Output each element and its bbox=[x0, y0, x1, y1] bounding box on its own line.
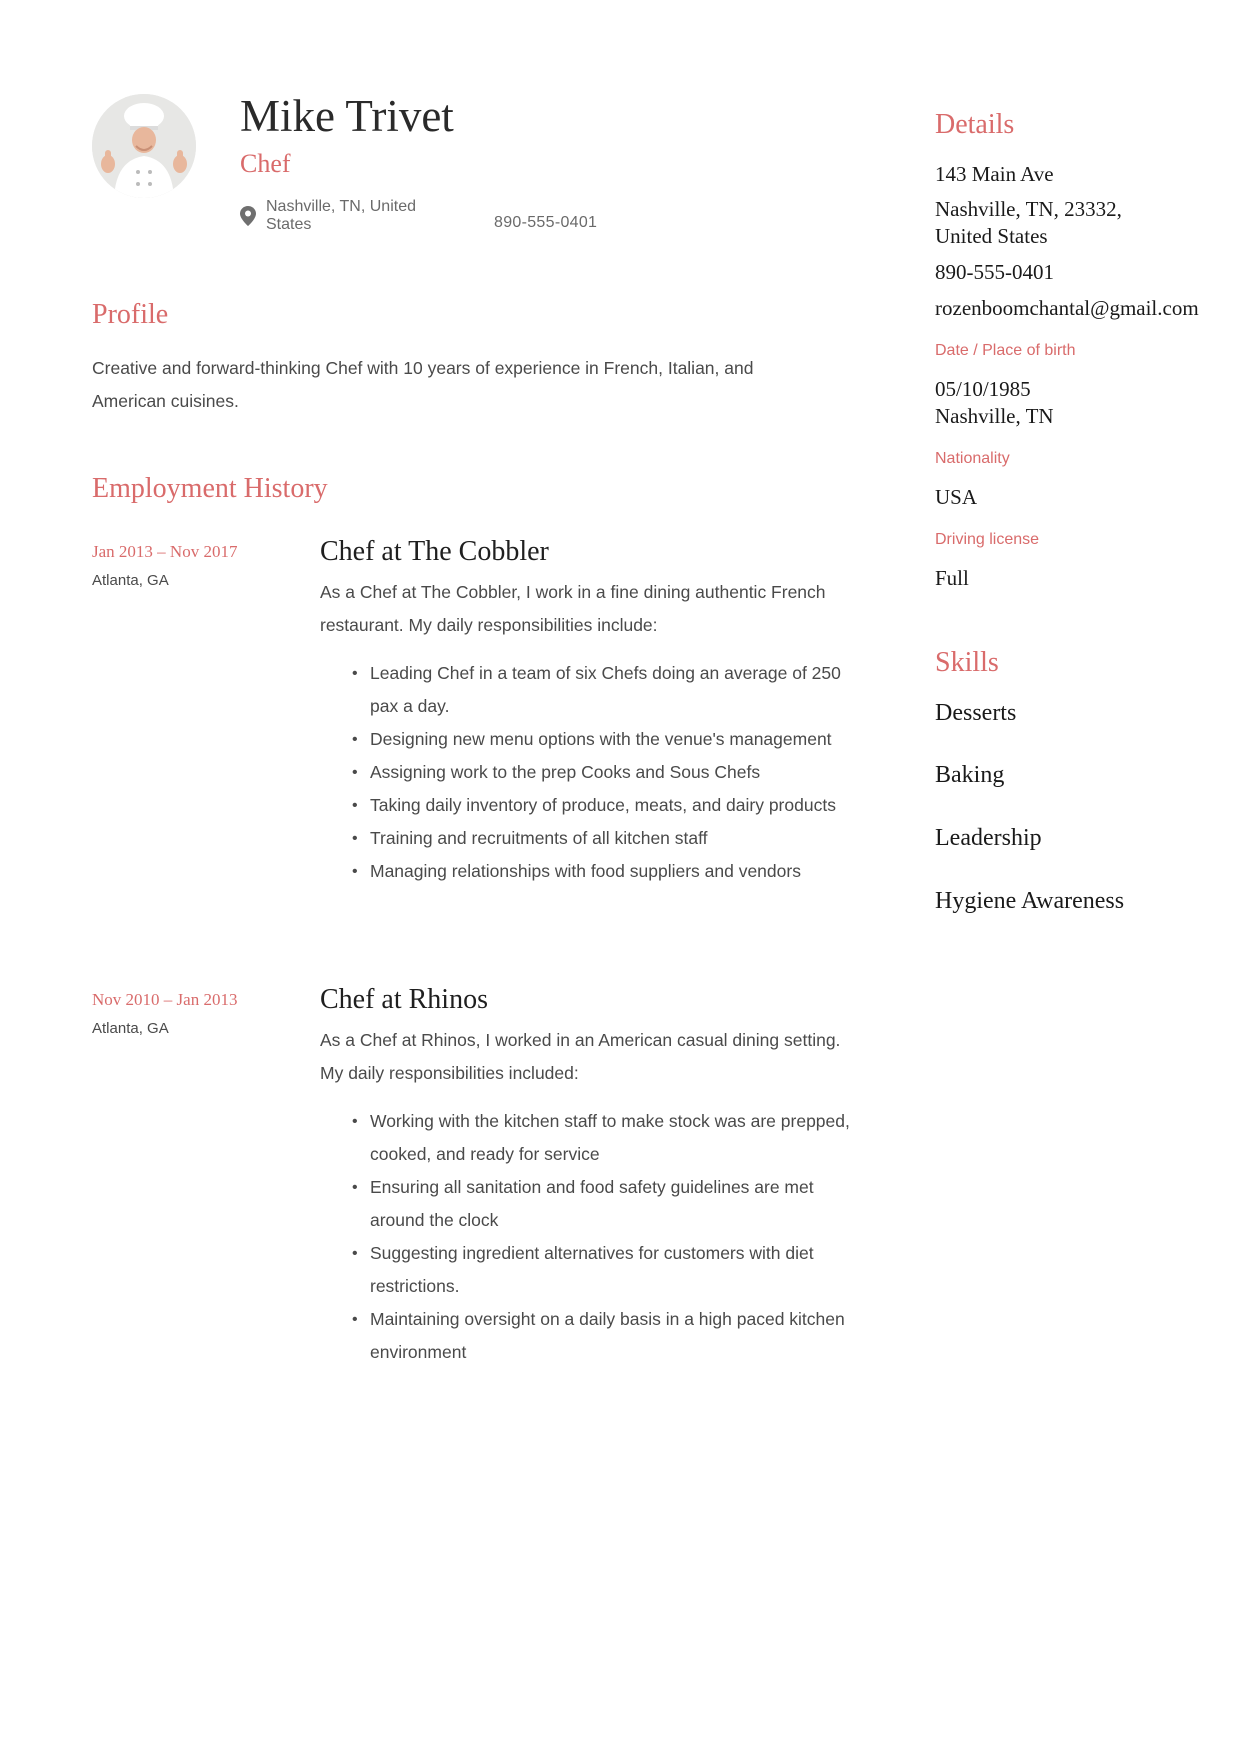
license-value: Full bbox=[935, 565, 969, 590]
address-line-3: United States bbox=[935, 223, 1048, 248]
birth-label: Date / Place of birth bbox=[935, 341, 1076, 359]
job-dates: Nov 2010 – Jan 2013 bbox=[92, 990, 238, 1009]
details-phone: 890-555-0401 bbox=[935, 259, 1054, 284]
list-item: • Managing relationships with food suppliers and vendors bbox=[352, 861, 801, 882]
list-item: • Taking daily inventory of produce, meats, and dairy products bbox=[352, 795, 836, 816]
details-email[interactable]: rozenboomchantal@gmail.com bbox=[935, 295, 1199, 320]
list-item: • Training and recruitments of all kitchen staff bbox=[352, 828, 708, 849]
address-line-2: Nashville, TN, 23332, bbox=[935, 196, 1122, 221]
profile-text: Creative and forward-thinking Chef with 10 years of experience in French, Italian, and American cuisines. bbox=[92, 358, 754, 411]
candidate-name: Mike Trivet bbox=[240, 91, 454, 141]
employment-heading: Employment History bbox=[92, 473, 328, 504]
license-label: Driving license bbox=[935, 530, 1040, 548]
list-item: • Maintaining oversight on a daily basis in a high paced kitchen environment bbox=[352, 1309, 845, 1363]
job-location: Atlanta, GA bbox=[92, 1020, 169, 1037]
job-description: As a Chef at The Cobbler, I work in a fine dining authentic French restaurant. My daily responsibilities include: bbox=[320, 582, 826, 636]
header-location bbox=[240, 198, 441, 234]
skill-item: Baking bbox=[935, 762, 1005, 789]
birth-date: 05/10/1985 bbox=[935, 376, 1031, 401]
skill-item: Desserts bbox=[935, 699, 1017, 726]
skills-heading: Skills bbox=[935, 646, 999, 678]
profile-heading: Profile bbox=[92, 299, 169, 330]
job-body bbox=[320, 984, 860, 1369]
list-item: • Ensuring all sanitation and food safety guidelines are met around the clock bbox=[352, 1177, 814, 1231]
candidate-title: Chef bbox=[240, 149, 291, 178]
skill-item: Leadership bbox=[935, 825, 1042, 852]
details-heading: Details bbox=[935, 109, 1015, 140]
location-text: Nashville, TN, United States bbox=[266, 198, 416, 233]
list-item: • Leading Chef in a team of six Chefs doing an average of 250 pax a day. bbox=[352, 663, 841, 717]
job-title: Chef at The Cobbler bbox=[320, 536, 549, 567]
list-item: • Working with the kitchen staff to make stock was are prepped, cooked, and ready for service bbox=[352, 1111, 850, 1165]
avatar bbox=[92, 94, 196, 198]
duty-list bbox=[320, 1105, 860, 1369]
job-location: Atlanta, GA bbox=[92, 572, 169, 589]
job-dates: Jan 2013 – Nov 2017 bbox=[92, 542, 238, 561]
map-pin-icon bbox=[240, 206, 256, 226]
address-line-1: 143 Main Ave bbox=[935, 161, 1054, 186]
nationality-value: USA bbox=[935, 484, 978, 509]
birth-place: Nashville, TN bbox=[935, 403, 1054, 428]
details-column bbox=[935, 110, 1235, 916]
job-title: Chef at Rhinos bbox=[320, 984, 488, 1015]
duty-list bbox=[320, 657, 860, 888]
chef-avatar-icon bbox=[92, 94, 196, 198]
job-description: As a Chef at Rhinos, I worked in an American casual dining setting. My daily responsibilities included: bbox=[320, 1030, 841, 1084]
list-item: • Suggesting ingredient alternatives for customers with diet restrictions. bbox=[352, 1243, 814, 1297]
skill-item: Hygiene Awareness bbox=[935, 887, 1125, 914]
list-item: • Designing new menu options with the venue's management bbox=[352, 729, 832, 750]
list-item: • Assigning work to the prep Cooks and Sous Chefs bbox=[352, 762, 761, 783]
job-body bbox=[320, 536, 860, 888]
nationality-label: Nationality bbox=[935, 449, 1010, 467]
header-phone: 890-555-0401 bbox=[494, 214, 598, 231]
